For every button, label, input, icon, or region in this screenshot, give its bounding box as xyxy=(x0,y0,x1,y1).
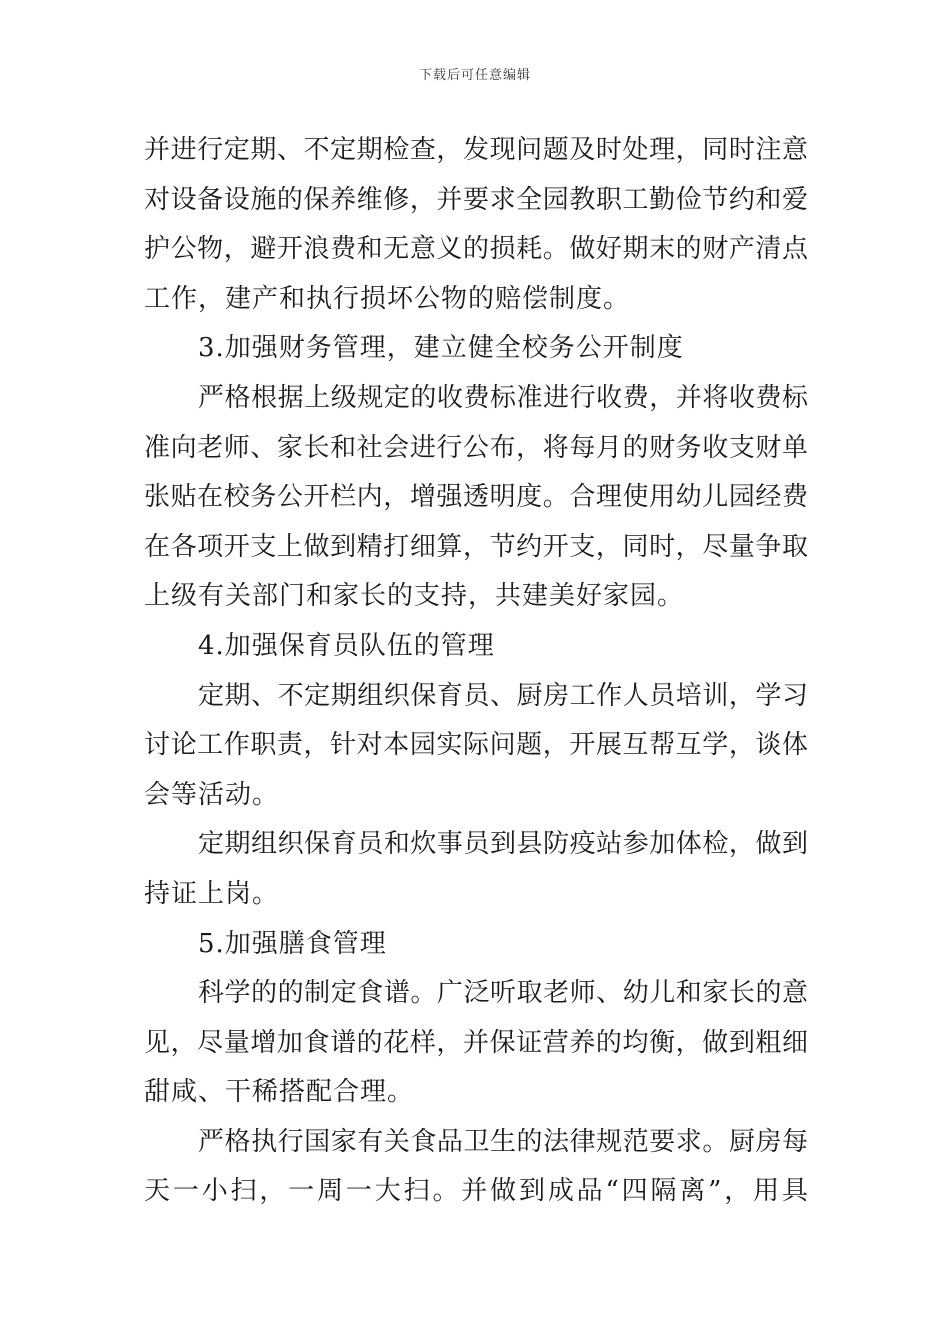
text-line: 并进行定期、不定期检查，发现问题及时处理，同时注意 xyxy=(144,135,808,165)
text-line: 工作，建产和执行损坏公物的赔偿制度。 xyxy=(144,283,631,314)
text-line: 见，尽量增加食谱的花样，并保证营养的均衡，做到粗细 xyxy=(144,1027,808,1058)
text-line: 甜咸、干稀搭配合理。 xyxy=(144,1077,415,1108)
text-line: 定期、不定期组织保育员、厨房工作人员培训，学习 xyxy=(198,680,808,711)
text-line: 在各项开支上做到精打细算，节约开支，同时，尽量争取 xyxy=(144,531,808,562)
section-heading: 5.加强膳食管理 xyxy=(198,928,387,959)
text-line: 天一小扫，一周一大扫。并做到成品“四隔离”，用具 xyxy=(144,1176,808,1207)
text-line: 上级有关部门和家长的支持，共建美好家园。 xyxy=(144,581,685,612)
text-line: 科学的的制定食谱。广泛听取老师、幼儿和家长的意 xyxy=(198,978,808,1009)
document-body xyxy=(144,126,808,1217)
text-line: 准向老师、家长和社会进行公布，将每月的财务收支财单 xyxy=(144,432,808,463)
text-line: 持证上岗。 xyxy=(144,878,280,909)
text-line: 严格根据上级规定的收费标准进行收费，并将收费标 xyxy=(198,382,808,413)
text-line: 讨论工作职责，针对本园实际问题，开展互帮互学，谈体 xyxy=(144,730,808,761)
text-line: 张贴在校务公开栏内，增强透明度。合理使用幼儿园经费 xyxy=(144,482,808,513)
section-heading: 3.加强财务管理，建立健全校务公开制度 xyxy=(198,333,684,364)
text-line: 定期组织保育员和炊事员到县防疫站参加体检，做到 xyxy=(198,829,808,860)
text-line: 护公物，避开浪费和无意义的损耗。做好期末的财产清点 xyxy=(144,234,808,265)
page-header: 下载后可任意编辑 xyxy=(418,68,531,83)
text-line: 对设备设施的保养维修，并要求全园教职工勤俭节约和爱 xyxy=(144,184,808,215)
section-heading: 4.加强保育员队伍的管理 xyxy=(198,630,495,661)
text-line: 会等活动。 xyxy=(144,779,280,810)
text-line: 严格执行国家有关食品卫生的法律规范要求。厨房每 xyxy=(198,1126,808,1157)
